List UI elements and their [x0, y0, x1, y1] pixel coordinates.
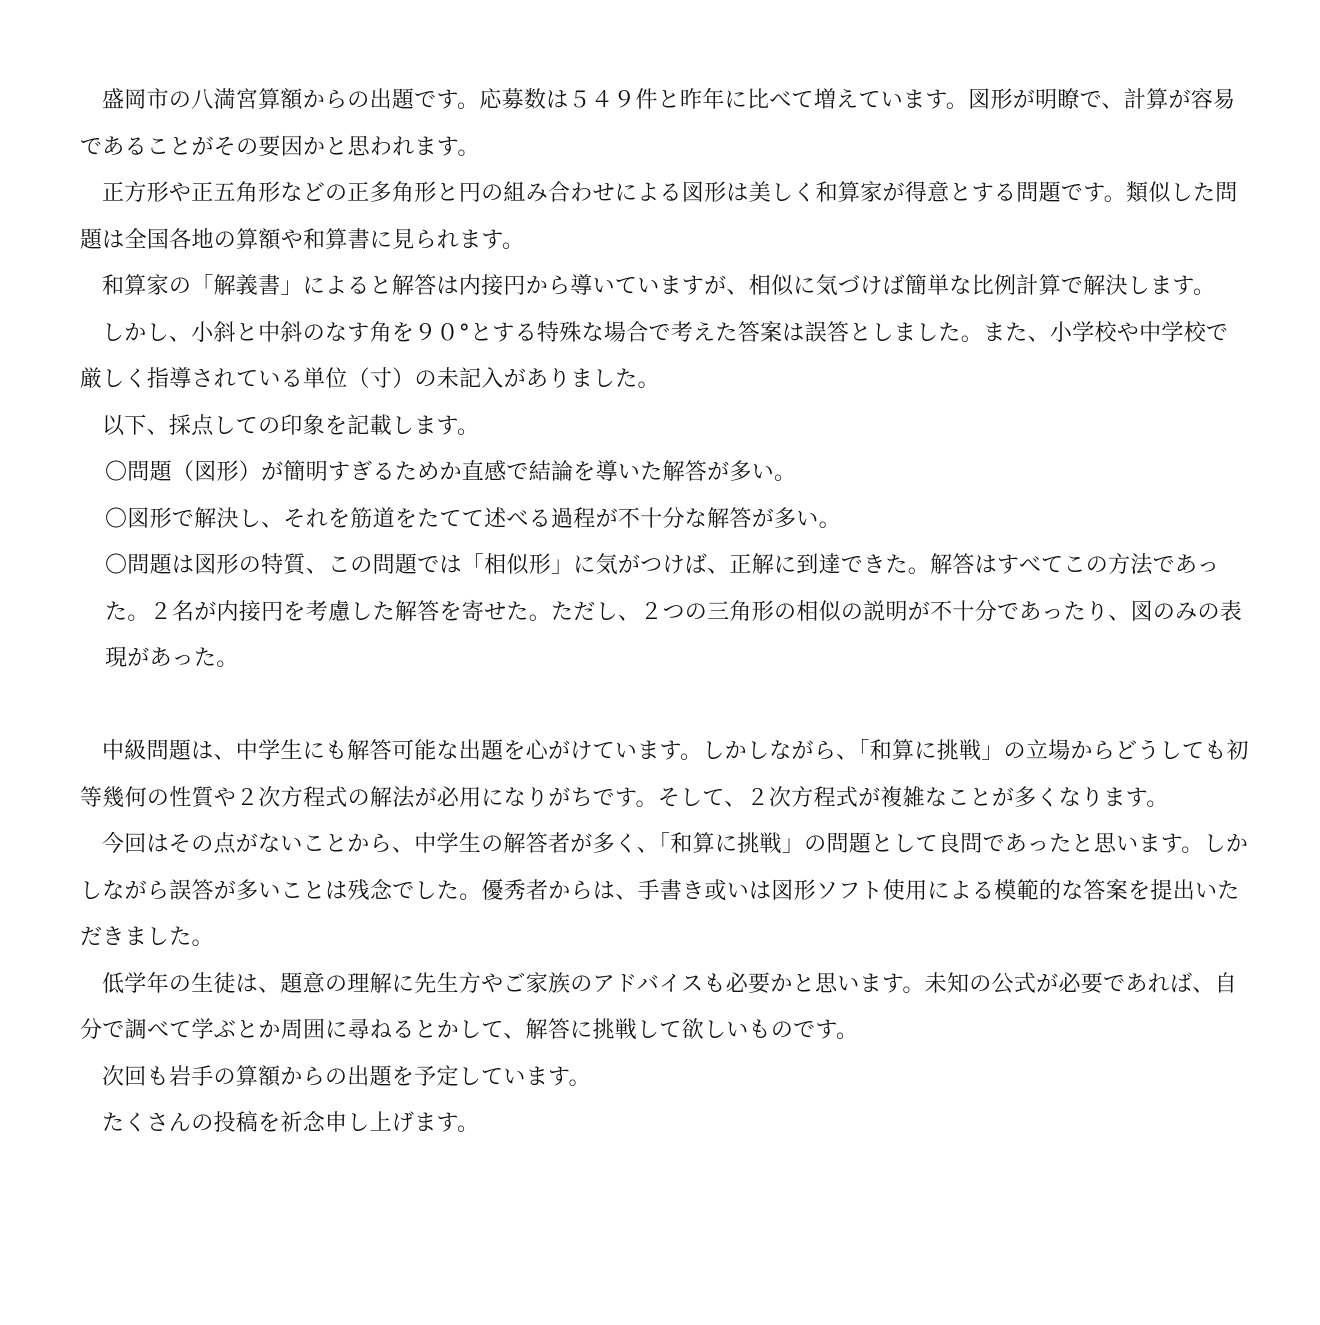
paragraph-good-problem: 今回はその点がないことから、中学生の解答者が多く、「和算に挑戦」の問題として良問であったと思います。しかしながら誤答が多いことは残念でした。優秀者からは、手書き或いは図形ソフト使用による模範的な答案を提出いただきました。: [80, 832, 1249, 950]
paragraph-closing: たくさんの投稿を祈念申し上げます。: [102, 1111, 480, 1136]
document-body: [80, 78, 1250, 1148]
paragraph-intermediate: 中級問題は、中学生にも解答可能な出題を心がけています。しかしながら、「和算に挑戦」の立場からどうしても初等幾何の性質や２次方程式の解法が必用になりがちです。そして、２次方程式が複雑なことが多くなります。: [80, 739, 1249, 811]
paragraph-impressions-intro: 以下、採点しての印象を記載します。: [102, 413, 480, 439]
paragraph-next-problem: 次回も岩手の算額からの出題を予定しています。: [102, 1064, 591, 1090]
paragraph-younger-students: 低学年の生徒は、題意の理解に先生方やご家族のアドバイスも必要かと思います。未知の公式が必要であれば、自分で調べて学ぶとか周囲に尋ねるとかして、解答に挑戦して欲しいものです。: [80, 971, 1237, 1043]
paragraph-wrong-answers: しかし、小斜と中斜のなす角を９０°とする特殊な場合で考えた答案は誤答としました。また、小学校や中学校で厳しく指導されている単位（寸）の未記入がありました。: [80, 320, 1229, 392]
impression-item-1: 〇問題（図形）が簡明すぎるためか直感で結論を導いた解答が多い。: [105, 460, 797, 485]
section-gap: [80, 683, 1250, 730]
impression-item-2: 〇図形で解決し、それを筋道をたてて述べる過程が不十分な解答が多い。: [105, 506, 841, 532]
paragraph-intro: 盛岡市の八満宮算額からの出題です。応募数は５４９件と昨年に比べて増えています。図形が明瞭で、計算が容易であることがその要因かと思われます。: [80, 88, 1236, 160]
paragraph-polygons: 正方形や正五角形などの正多角形と円の組み合わせによる図形は美しく和算家が得意とする問題です。類似した問題は全国各地の算額や和算書に見られます。: [80, 181, 1238, 253]
paragraph-solution-method: 和算家の「解義書」によると解答は内接円から導いていますが、相似に気づけば簡単な比例計算で解決します。: [102, 274, 1216, 299]
impression-item-3: 〇問題は図形の特質、この問題では「相似形」に気がつけば、正解に到達できた。解答はすべてこの方法であった。２名が内接円を考慮した解答を寄せた。ただし、２つの三角形の相似の説明が不十分であったり、図のみの表現があった。: [105, 553, 1243, 671]
